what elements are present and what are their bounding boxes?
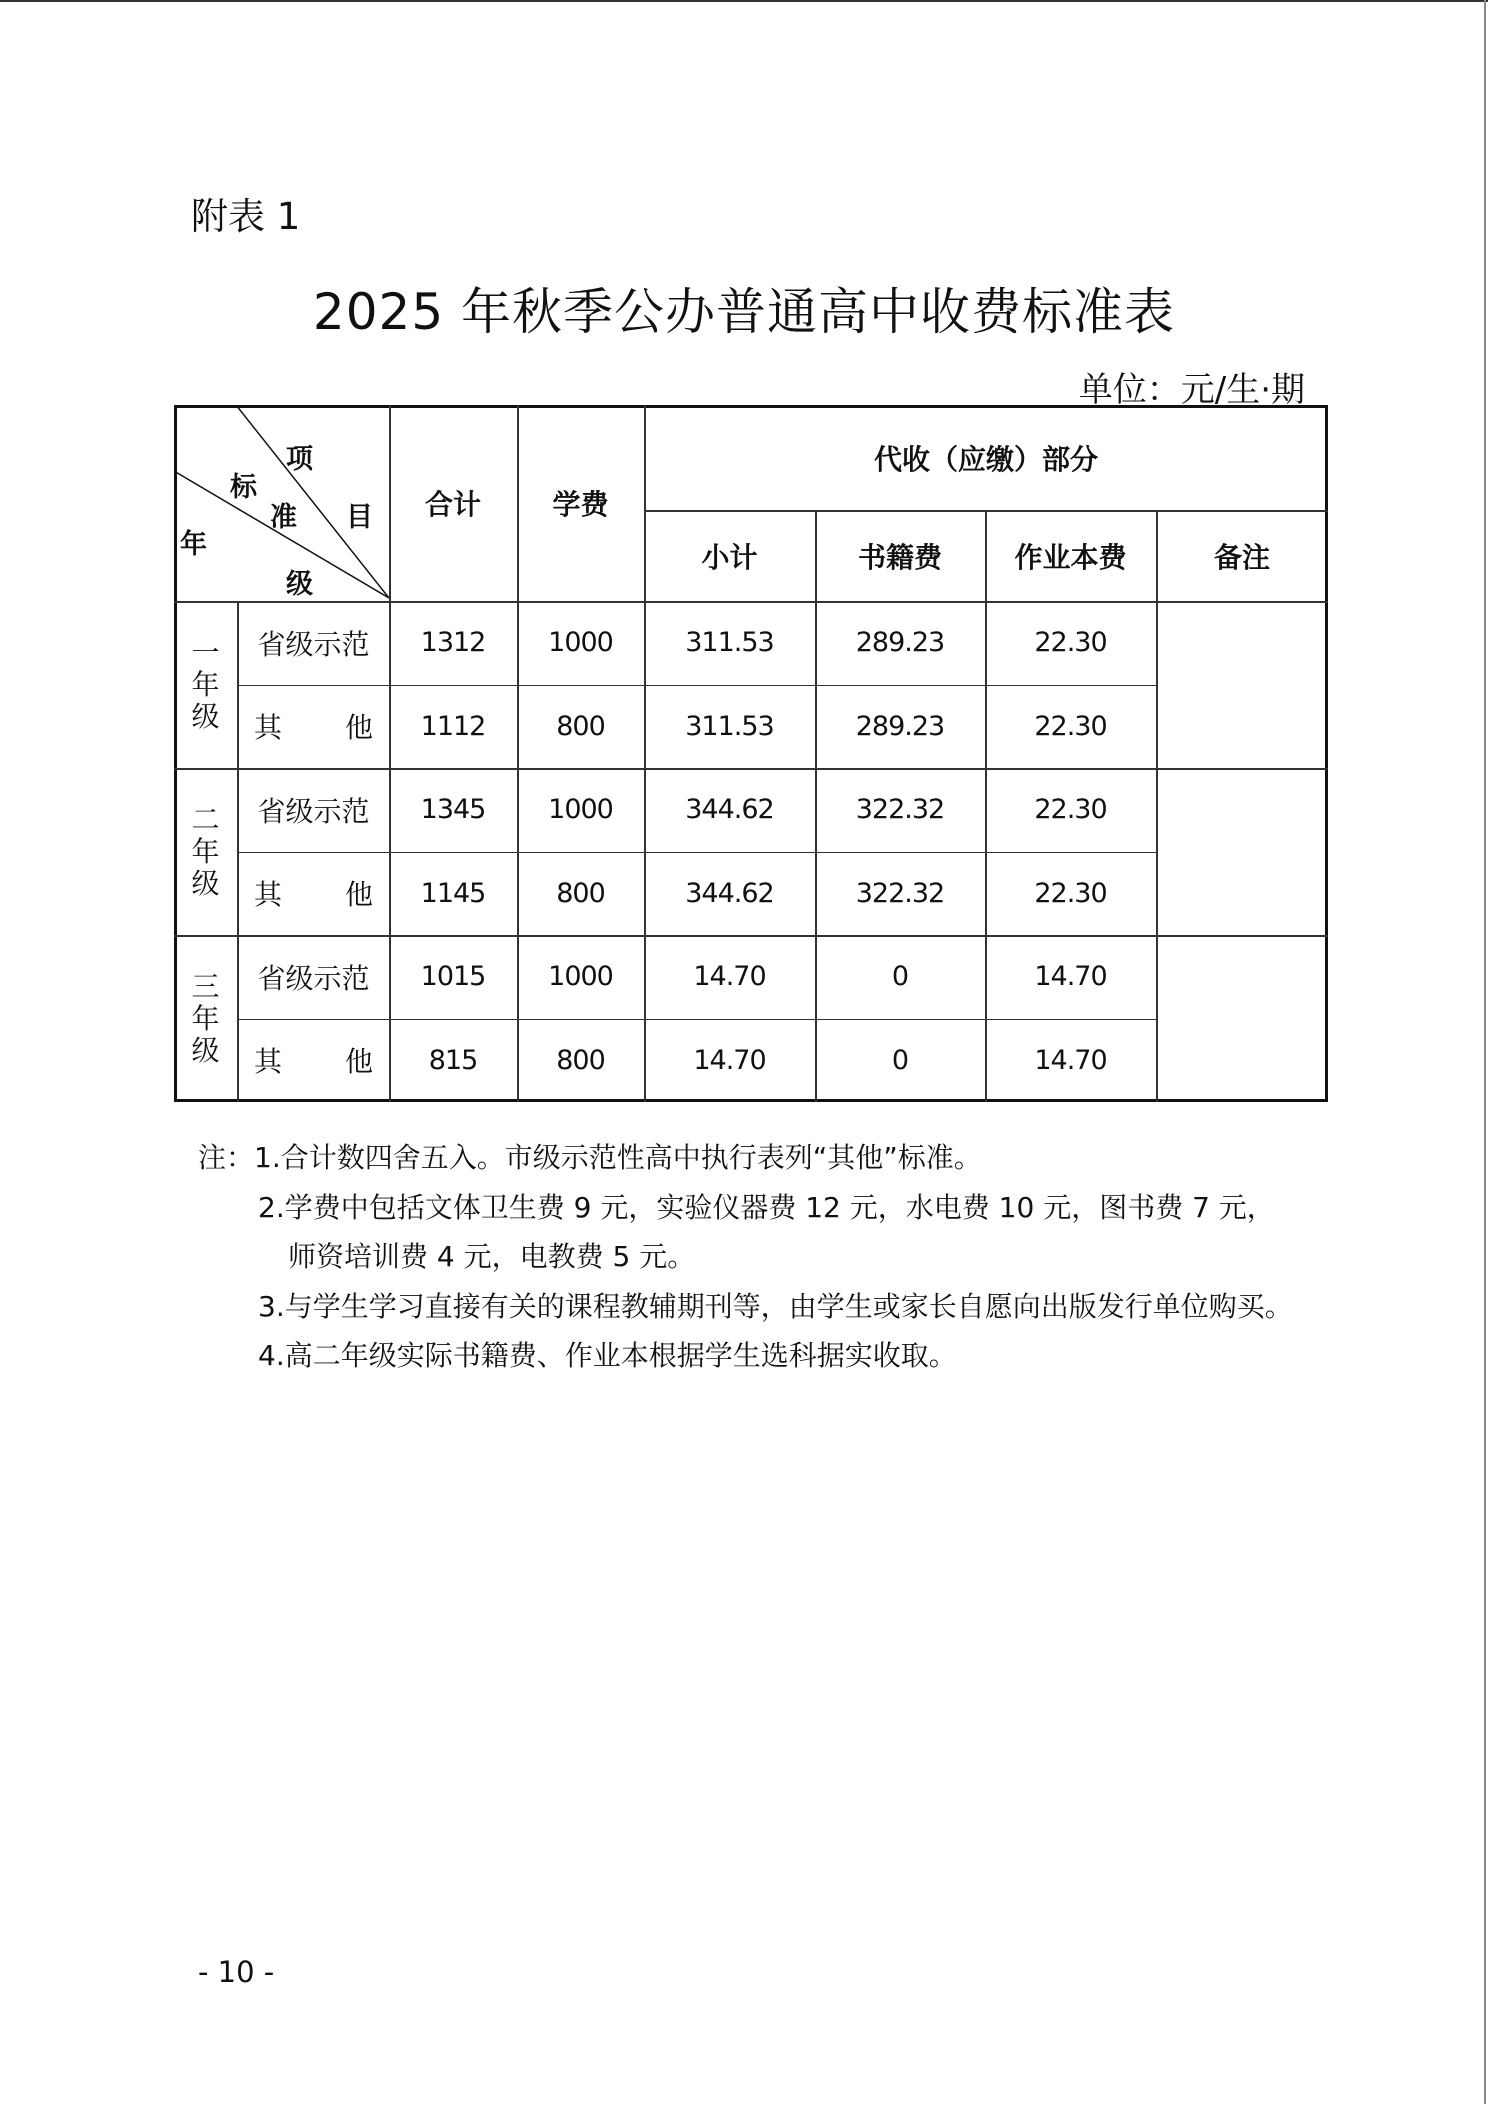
category-cell <box>237 935 389 1019</box>
tuition-cell: 800 <box>556 877 605 909</box>
grade-label <box>174 935 237 1102</box>
total-cell: 1145 <box>420 877 486 909</box>
category-cell <box>237 852 389 936</box>
books-cell: 322.32 <box>855 877 945 909</box>
total-cell: 1015 <box>420 961 486 993</box>
books-cell: 0 <box>891 1044 909 1076</box>
books-cell: 289.23 <box>855 627 945 659</box>
fee-standard-table <box>174 405 1328 1102</box>
total-cell: 1312 <box>420 627 486 659</box>
category-cell <box>237 601 389 685</box>
grade-char: 级 <box>191 1033 220 1067</box>
grade-char: 三 <box>191 969 220 1003</box>
note-4: 4.高二年级实际书籍费、作业本根据学生选科据实收取。 <box>258 1339 957 1372</box>
category-cell <box>237 768 389 852</box>
subtotal-cell: 14.70 <box>693 1044 766 1076</box>
corner-label-item-bottom: 目 <box>346 502 373 533</box>
tuition-cell: 800 <box>556 1044 605 1076</box>
remarks-cell <box>1156 601 1328 768</box>
workbooks-cell: 22.30 <box>1034 710 1107 742</box>
category-text: 省级示范 <box>257 794 370 828</box>
header-remarks: 备注 <box>1213 540 1270 574</box>
grade-char: 年 <box>191 1001 220 1035</box>
header-tuition: 学费 <box>552 488 609 521</box>
tuition-cell: 1000 <box>548 961 613 993</box>
document-title: 2025 年秋季公办普通高中收费标准表 <box>312 283 1176 341</box>
corner-label-standard-top: 标 <box>230 472 257 503</box>
header-collected-group: 代收（应缴）部分 <box>873 442 1098 476</box>
page-top-border <box>0 0 1488 2</box>
header-workbooks: 作业本费 <box>1014 540 1127 574</box>
unit-label: 单位：元/生·期 <box>1078 370 1305 410</box>
header-subtotal: 小计 <box>701 540 758 574</box>
workbooks-cell: 22.30 <box>1034 877 1107 909</box>
grade-char: 二 <box>191 802 220 836</box>
note-3: 3.与学生学习直接有关的课程教辅期刊等，由学生或家长自愿向出版发行单位购买。 <box>258 1289 1293 1323</box>
grade-char: 级 <box>191 866 220 900</box>
notes <box>198 1133 1293 1381</box>
corner-label-grade-bottom: 级 <box>286 569 313 600</box>
grade-char: 一 <box>191 635 220 669</box>
category-text: 他 <box>344 878 373 912</box>
subtotal-cell: 311.53 <box>685 627 774 659</box>
books-cell: 322.32 <box>855 794 945 826</box>
workbooks-cell: 22.30 <box>1034 794 1107 826</box>
total-cell: 1345 <box>420 794 486 826</box>
total-cell: 1112 <box>420 710 486 742</box>
category-text: 他 <box>344 711 373 745</box>
books-cell: 0 <box>891 961 909 993</box>
remarks-cell <box>1156 768 1328 935</box>
attachment-label: 附表 1 <box>191 195 301 238</box>
note-2: 2.学费中包括文体卫生费 9 元，实验仪器费 12 元，水电费 10 元，图书费 7 元， <box>258 1190 1275 1224</box>
corner-label-item-top: 项 <box>286 444 313 475</box>
category-cell <box>237 1019 389 1103</box>
subtotal-cell: 344.62 <box>685 794 774 826</box>
grade-label <box>174 768 237 935</box>
note-2-continued: 师资培训费 4 元，电教费 5 元。 <box>288 1240 696 1273</box>
category-text: 其 <box>254 711 283 745</box>
category-cell <box>237 685 389 769</box>
grade-label <box>174 601 237 768</box>
corner-label-standard-bottom: 准 <box>270 502 297 533</box>
workbooks-cell: 22.30 <box>1034 627 1107 659</box>
corner-label-grade-left: 年 <box>180 529 207 560</box>
note-1: 注：1.合计数四舍五入。市级示范性高中执行表列“其他”标准。 <box>198 1141 982 1174</box>
grade-char: 年 <box>191 834 220 868</box>
books-cell: 289.23 <box>855 710 945 742</box>
subtotal-cell: 344.62 <box>685 877 774 909</box>
tuition-cell: 800 <box>556 710 605 742</box>
subtotal-cell: 14.70 <box>693 961 766 993</box>
header-total: 合计 <box>424 488 481 521</box>
remarks-cell <box>1156 935 1328 1102</box>
workbooks-cell: 14.70 <box>1034 961 1107 993</box>
subtotal-cell: 311.53 <box>685 710 774 742</box>
grade-char: 级 <box>191 699 220 733</box>
tuition-cell: 1000 <box>548 627 613 659</box>
total-cell: 815 <box>428 1044 478 1076</box>
page-number: - 10 - <box>198 1955 275 1989</box>
header-books: 书籍费 <box>857 540 942 574</box>
category-text: 省级示范 <box>257 627 370 661</box>
category-text: 其 <box>254 878 283 912</box>
grade-char: 年 <box>191 667 220 701</box>
tuition-cell: 1000 <box>548 794 613 826</box>
workbooks-cell: 14.70 <box>1034 1044 1107 1076</box>
category-text: 省级示范 <box>257 961 370 995</box>
category-text: 其 <box>254 1045 283 1079</box>
category-text: 他 <box>344 1045 373 1079</box>
